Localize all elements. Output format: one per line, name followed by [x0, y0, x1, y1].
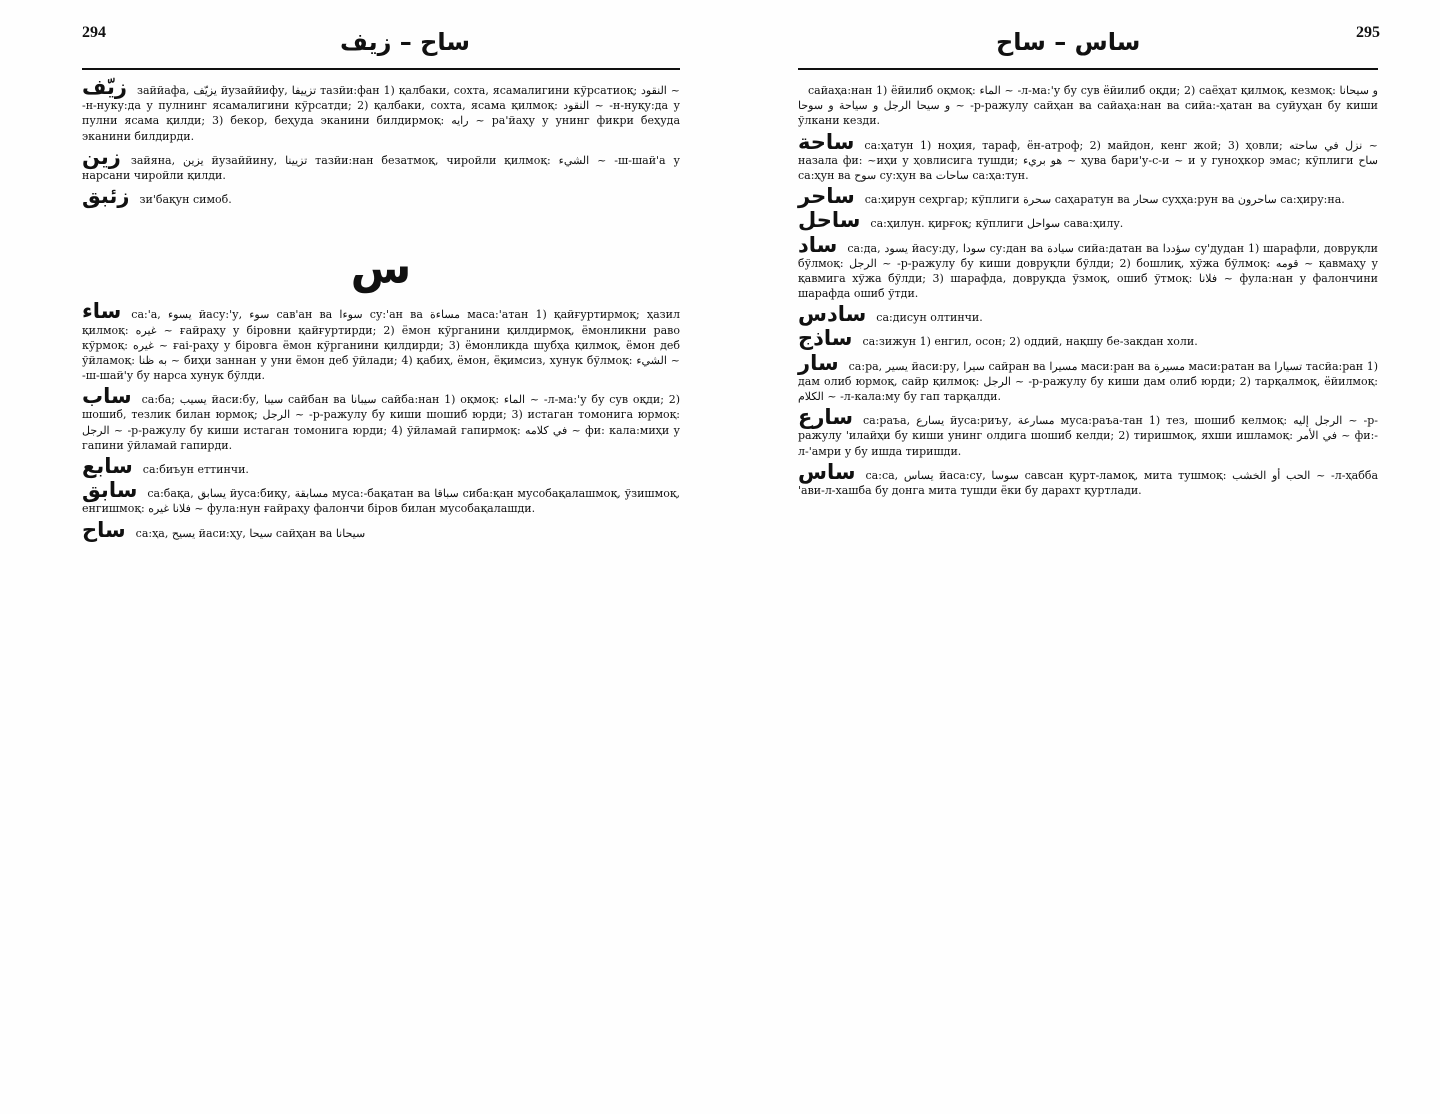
- entry-text: са:ҳилун. қирғоқ; кўплиги سواحل сава:ҳилу.: [870, 217, 1124, 231]
- entry-headword: سار: [798, 350, 839, 375]
- right-running-head: ساس – ساح: [996, 28, 1141, 56]
- entry-headword: زين: [82, 144, 121, 169]
- entry-headword: ساحة: [798, 129, 855, 154]
- entry-text: сайаҳа:нан 1) ёйилиб оқмоқ: الماء ~ -л-ма:'у бу сув ёйилиб оқди; 2) саёҳат қилмоқ, кезмоқ: و سيحانا و سيحا الرجل و سياحة و سوحا ~ -р-ражулу сайҳан ва сайаҳа:нан ва сийа:-ҳатан ва суйуҳан бу киши ўлкани кезди.: [798, 84, 1378, 128]
- entry-text: са:ҳирун сеҳргар; кўплиги سحرة саҳаратун ва سحار суҳҳа:рун ва ساحرون са:ҳиру:на.: [864, 193, 1345, 207]
- entry-text: са:са, يساس йаса:су, سوسا савсан қурт-ламоқ, мита тушмоқ: الحب أو الخشب ~ -л-ҳабба 'ави-л-хашба бу донга мита тушди ёки бу дарахт қуртлади.: [798, 468, 1379, 497]
- dictionary-entry: [82, 75, 681, 144]
- right-page: [720, 0, 1440, 1114]
- dictionary-entry: [82, 299, 681, 383]
- left-page-header: [82, 24, 680, 70]
- entry-text: са:ра, يسير йаси:ру, سيرا сайран ва مسيرا маси:ран ва مسيرة маси:ратан ва تسيارا тасйа:ран 1) дам олиб юрмоқ, сайр қилмоқ: الرجل ~ -р-ражулу бу киши дам олиб юрди; 2) тарқалмоқ, ёйилмоқ: الكلام ~ -л-кала:му бу гап тарқалди.: [798, 359, 1378, 403]
- right-entries: [798, 80, 1378, 498]
- dictionary-entry: [82, 184, 680, 209]
- dictionary-entry: [82, 478, 680, 516]
- dictionary-entry: [798, 232, 1379, 302]
- entry-text: са:ҳа, يسيح йаси:ҳу, سيحا сайҳан ва سيحانا: [135, 526, 366, 540]
- dictionary-entry: [82, 517, 680, 542]
- dictionary-entry: [798, 405, 1379, 459]
- entry-headword: ساحل: [798, 208, 861, 233]
- dictionary-entry: [798, 302, 1378, 327]
- dictionary-entry: [82, 454, 680, 478]
- entry-text: са:ҳатун 1) ноҳия, тараф, ён-атроф; 2) майдон, кенг жой; 3) ҳовли; نزل في ساحته ~ назала фи: ~иҳи у ҳовлисига тушди; هو بريء ~ ҳува бари'у-с-и ~ и у гуноҳкор эмас; кўплиги ساح са:ҳун ва سوح су:ҳун ва ساحات са:ҳа:тун.: [798, 138, 1379, 182]
- entry-headword: سابع: [82, 454, 133, 478]
- entry-text: са:дисун олтинчи.: [876, 311, 983, 325]
- entry-text: са:бақа, يسابق йуса:биқу, مسابقة муса:-бақатан ва سباقا сиба:қан мусобақалашмоқ, ўзишмоқ, енгишмоқ: فلانا غيره ~ фула:нун ғайраҳу фалончи біров билан мусобақалашди.: [82, 487, 680, 516]
- entry-headword: ساذج: [798, 326, 853, 351]
- entry-text: са:зижун 1) енгил, осон; 2) оддий, нақшу бе-закдан холи.: [862, 335, 1198, 349]
- right-page-header: [798, 24, 1378, 70]
- entry-text: са:'а, يسوء йасу:'у, سوء сав'ан ва سوءا су:'ан ва مساءة маса:'атан 1) қайғуртирмоқ; ҳазил қилмоқ: غيره ~ ғайраҳу у біровни қайғуртирди; 2) ёмон кўрганини қилдирмоқ, ёмонликни раво кўрмоқ: غيره ~ ғаі-раҳу у біровга ёмон кўрганини қилдирди; 3) ёмонликда шубҳа қилмоқ, ёмон деб ўйламоқ: به ظنا ~ биҳи заннан у уни ёмон деб ўйлади; 4) қабиҳ, ёмон, ёқимсиз, хунук бўлмоқ: الشيء ~ -ш-шай'у бу нарса хунук бўлди.: [82, 308, 681, 383]
- dictionary-entry: [798, 459, 1379, 498]
- dictionary-entry: [798, 184, 1378, 209]
- entry-headword: زيّف: [82, 75, 127, 99]
- entry-headword: ساب: [82, 384, 132, 409]
- entry-text: зайяна, يزين йузаййину, تزيينا тазйи:нан безатмоқ, чиройли қилмоқ: الشيء ~ -ш-шай'а у нарсани чиройли қилди.: [82, 153, 680, 182]
- entry-text: заййафа, يزيّف йузаййифу, تزييفا тазйи:фан 1) қалбаки, сохта, ясамалигини кўрсатиоқ; النقود ~ -н-нуку:да у пулнинг ясамалигини кўрсатди; 2) қалбаки, сохта, ясама қилмоқ: النقود ~ -н-нуқу:да у пулни ясама қилди; 3) бекор, беҳуда эканини билдирмоқ: رايه ~ ра'йаҳу у унинг фикри беҳуда эканини билдирди.: [82, 84, 681, 143]
- left-entries-after: [82, 299, 681, 542]
- dictionary-entry: [82, 384, 680, 453]
- entry-text: са:да, يسود йасу:ду, سودا су:дан ва سيادة сийа:датан ва سؤددا су'дудан 1) шарафли, довруқли бўлмоқ: الرجل ~ -р-ражулу бу киши довруқли бўлди; 2) бошлиқ, хўжа бўлмоқ: قومه ~ қавмаҳу у қавмига хўжа бўлди; 3) шарафда, довруқда ўзмоқ, ошиб ўтмоқ: فلانا ~ фула:нан у фалончини шарафда ошиб ўтди.: [798, 241, 1379, 301]
- entry-headword: سارع: [798, 405, 853, 430]
- dictionary-entry: [82, 144, 680, 183]
- dictionary-entry: [798, 326, 1378, 351]
- left-entries-before: [82, 75, 681, 209]
- entry-text: са:раъа, يسارع йуса:риъу, مسارعة муса:раъа-тан 1) тез, шошиб келмоқ: الرجل إليه ~ -р-ражулу 'илайҳи бу киши унинг олдига шошиб келди; 2) тиришмоқ, яхши ишламоқ: في الأمر ~ фи:-л-'амри у бу ишда тиришди.: [798, 414, 1379, 458]
- entry-headword: ساحر: [798, 184, 855, 209]
- entry-text: са:ба; يسيب йаси:бу, سيبا сайбан ва سيبانا сайба:нан 1) оқмоқ: الماء ~ -л-ма:'у бу сув оқди; 2) шошиб, тезлик билан юрмоқ; الرجل ~ -р-ражулу бу киши шошиб юрди; 3) истаган томонига юрмоқ: الرجل ~ -р-ражулу бу киши истаган томонига юрди; 4) ўйламай гапирмоқ: في كلامه ~ фи: кала:миҳи у гапини ўйламай гапирди.: [82, 393, 680, 452]
- dictionary-entry: [798, 129, 1379, 184]
- entry-text: зи'бақун симоб.: [139, 193, 232, 207]
- left-running-head: ساح – زيف: [340, 28, 471, 56]
- entry-headword: زئبق: [82, 184, 130, 209]
- entry-headword: ساء: [82, 299, 122, 324]
- dictionary-entry: [798, 350, 1378, 405]
- entry-text: са:биъун еттинчи.: [142, 463, 249, 476]
- dictionary-entry: [798, 208, 1378, 233]
- entry-headword: سادس: [798, 302, 867, 327]
- section-letter: س: [350, 243, 412, 295]
- dictionary-entry: [798, 80, 1378, 129]
- left-page-number: 294: [82, 24, 106, 41]
- right-page-number: 295: [1356, 24, 1380, 41]
- entry-headword: ساد: [798, 232, 838, 257]
- entry-headword: ساح: [82, 517, 126, 542]
- entry-headword: ساس: [798, 459, 856, 484]
- entry-headword: سابق: [82, 478, 138, 503]
